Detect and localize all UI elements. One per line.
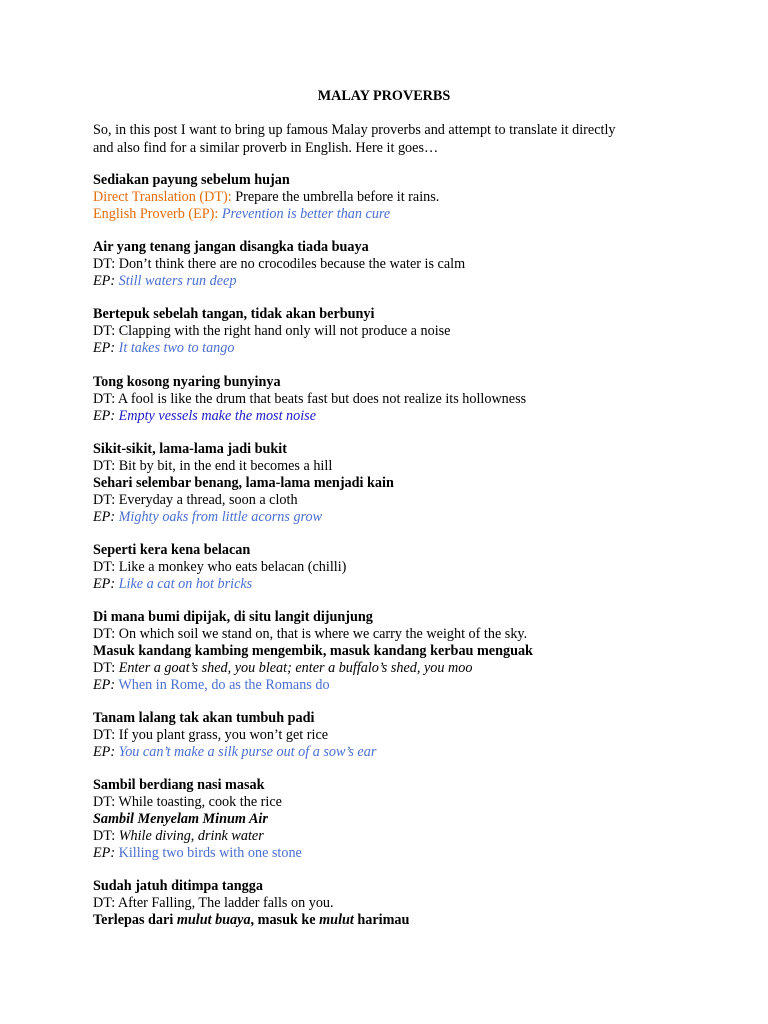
proverb-heading: Sikit-sikit, lama-lama jadi bukit — [93, 441, 287, 457]
proverb-heading: Air yang tenang jangan disangka tiada buaya — [93, 239, 369, 255]
proverb-block-2 — [93, 239, 693, 290]
intro-paragraph — [93, 121, 693, 157]
english-proverb — [93, 677, 693, 694]
heading-part: harimau — [353, 911, 410, 928]
intro-line: and also find for a similar proverb in English. Here it goes… — [93, 140, 439, 156]
direct-translation: DT: After Falling, The ladder falls on you. — [93, 894, 334, 911]
english-proverb — [93, 845, 693, 862]
english-proverb — [93, 273, 693, 290]
ep-label: EP: — [93, 844, 116, 861]
ep-text: Like a cat on hot bricks — [115, 575, 253, 592]
proverb-heading: Tanam lalang tak akan tumbuh padi — [93, 710, 315, 726]
dt-text: Prepare the umbrella before it rains. — [231, 188, 440, 205]
ep-text: Empty vessels make the most noise — [115, 407, 317, 424]
english-proverb — [93, 576, 693, 593]
ep-text: Mighty oaks from little acorns grow — [115, 508, 323, 525]
heading-part: Terlepas dari — [93, 911, 177, 928]
direct-translation: DT: A fool is like the drum that beats fast but does not realize its hollowness — [93, 390, 527, 407]
english-proverb — [93, 509, 693, 526]
ep-label: EP: — [93, 508, 116, 525]
heading-part: , masuk ke — [250, 911, 320, 928]
proverb-block-7 — [93, 609, 693, 693]
dt-label: DT: — [93, 659, 116, 676]
ep-label: English Proverb (EP): — [93, 205, 219, 222]
ep-text: Killing two birds with one stone — [115, 844, 302, 861]
proverb-block-10 — [93, 878, 693, 929]
proverb-block-4 — [93, 374, 693, 425]
ep-label: EP: — [93, 339, 116, 356]
direct-translation — [93, 828, 693, 845]
direct-translation: DT: While toasting, cook the rice — [93, 793, 282, 810]
direct-translation: DT: Everyday a thread, soon a cloth — [93, 491, 298, 508]
ep-text: You can’t make a silk purse out of a sow’s ear — [115, 743, 377, 760]
direct-translation — [93, 189, 693, 206]
proverb-heading: Sediakan payung sebelum hujan — [93, 172, 290, 188]
proverb-heading: Sambil berdiang nasi masak — [93, 777, 265, 793]
ep-text: It takes two to tango — [115, 339, 235, 356]
proverb-heading: Tong kosong nyaring bunyinya — [93, 374, 281, 390]
ep-label: EP: — [93, 575, 116, 592]
dt-label: Direct Translation (DT): — [93, 188, 232, 205]
proverb-block-3 — [93, 306, 693, 357]
page-title: MALAY PROVERBS — [317, 88, 451, 104]
english-proverb — [93, 408, 693, 425]
direct-translation: DT: On which soil we stand on, that is where we carry the weight of the sky. — [93, 625, 528, 642]
ep-label: EP: — [93, 743, 116, 760]
ep-label: EP: — [93, 676, 116, 693]
proverb-block-5 — [93, 441, 693, 525]
intro-line: So, in this post I want to bring up famous Malay proverbs and attempt to translate it directly — [93, 122, 616, 138]
english-proverb — [93, 744, 693, 761]
heading-part: mulut buaya — [176, 911, 251, 928]
ep-label: EP: — [93, 272, 116, 289]
proverb-heading: Sudah jatuh ditimpa tangga — [93, 878, 263, 894]
direct-translation: DT: Clapping with the right hand only will not produce a noise — [93, 322, 451, 339]
direct-translation: DT: Bit by bit, in the end it becomes a hill — [93, 457, 333, 474]
proverb-heading: Seperti kera kena belacan — [93, 542, 251, 558]
direct-translation: DT: If you plant grass, you won’t get rice — [93, 726, 329, 743]
dt-text: Enter a goat’s shed, you bleat; enter a buffalo’s shed, you moo — [115, 659, 473, 676]
proverb-heading: Masuk kandang kambing mengembik, masuk kandang kerbau menguak — [93, 642, 533, 659]
ep-text: Still waters run deep — [115, 272, 237, 289]
proverb-block-8 — [93, 710, 693, 761]
ep-text: Prevention is better than cure — [218, 205, 391, 222]
dt-text: While diving, drink water — [115, 827, 264, 844]
proverb-heading: Sehari selembar benang, lama-lama menjadi kain — [93, 474, 394, 491]
proverb-heading: Bertepuk sebelah tangan, tidak akan berbunyi — [93, 306, 375, 322]
proverb-heading: Di mana bumi dipijak, di situ langit dijunjung — [93, 609, 373, 625]
dt-label: DT: — [93, 827, 116, 844]
heading-part: mulut — [319, 911, 354, 928]
direct-translation: DT: Don’t think there are no crocodiles because the water is calm — [93, 255, 466, 272]
ep-text: When in Rome, do as the Romans do — [115, 676, 330, 693]
direct-translation — [93, 660, 693, 677]
direct-translation: DT: Like a monkey who eats belacan (chilli) — [93, 558, 347, 575]
ep-label: EP: — [93, 407, 116, 424]
english-proverb — [93, 206, 693, 223]
english-proverb — [93, 340, 693, 357]
proverb-block-6 — [93, 542, 693, 593]
proverb-block-9 — [93, 777, 693, 861]
proverb-block-1 — [93, 172, 693, 223]
proverb-heading — [93, 912, 693, 929]
proverb-heading: Sambil Menyelam Minum Air — [93, 810, 268, 827]
